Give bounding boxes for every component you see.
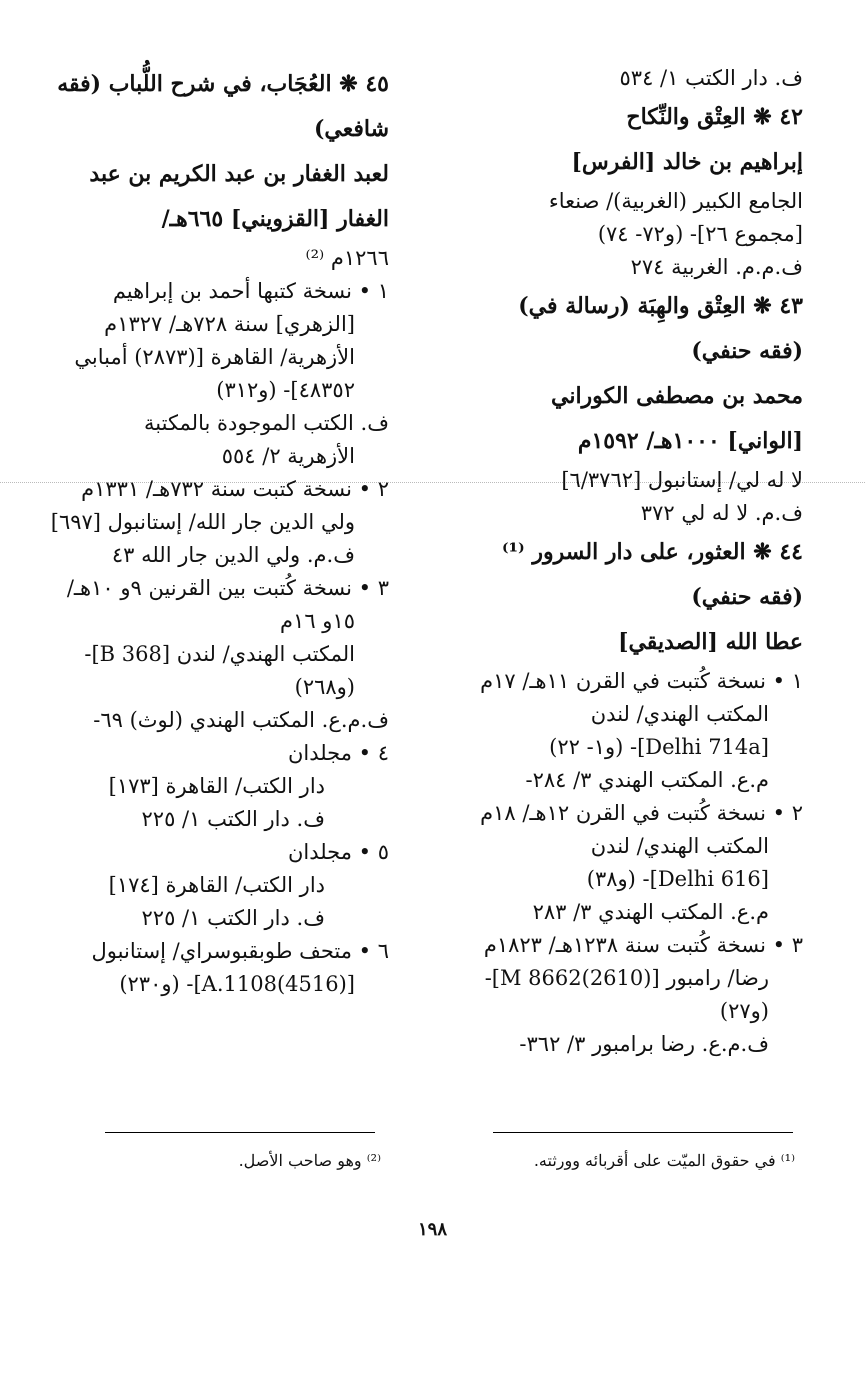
- manuscript-item: ١ • نسخة كُتبت في القرن ١١هـ/ ١٧م: [480, 669, 803, 693]
- author-line: عطا الله [الصديقي]: [618, 629, 803, 655]
- text-line: الأزهرية ٢/ ٥٥٤: [221, 444, 355, 468]
- entry-heading-42: ٤٢ ❋ العِتْق والنِّكاح: [626, 104, 803, 130]
- text-line: ٤٨٣٥٢]- (و٣١٢): [216, 378, 355, 402]
- subject-line: (فقه حنفي): [691, 584, 803, 610]
- text-line: ف.م. ولي الدين جار الله ٤٣: [111, 543, 355, 567]
- text-line: ف.م.ع. رضا برامبور ٣/ ٣٦٢-: [519, 1032, 769, 1056]
- footnote-2: ⁽²⁾ وهو صاحب الأصل.: [238, 1151, 381, 1170]
- text-line: دار الكتب/ القاهرة [١٧٣]: [108, 774, 325, 798]
- manuscript-item: ٢ • نسخة كتبت سنة ٧٣٢هـ/ ١٣٣١م: [81, 477, 389, 501]
- text-line: رضا/ رامبور [M 8662(2610)]-: [484, 966, 769, 990]
- manuscript-item: ٣ • نسخة كُتبت بين القرنين ٩و ١٠هـ/: [66, 576, 389, 600]
- text-line: دار الكتب/ القاهرة [١٧٤]: [108, 873, 325, 897]
- page-number: ١٩٨: [417, 1219, 447, 1240]
- entry-heading-45: ٤٥ ❋ العُجَاب، في شرح اللُّباب (فقه: [57, 71, 389, 97]
- text-line: ١٥و ١٦م: [280, 609, 355, 633]
- text-line: (و٢٧): [719, 999, 769, 1023]
- text-line: المكتب الهندي/ لندن [B 368]-: [84, 642, 355, 666]
- footnote-rule-left: [105, 1132, 375, 1133]
- manuscript-item: ٤ • مجلدان: [287, 741, 389, 765]
- author-line: [الواني] ١٠٠٠هـ/ ١٥٩٢م: [577, 428, 803, 454]
- text-line: ١٢٦٦م ⁽²⁾: [305, 246, 389, 270]
- text-line: ف. الكتب الموجودة بالمكتبة: [144, 411, 389, 435]
- subject-line: شافعي): [313, 116, 389, 142]
- text-line: [مجموع ٢٦]- (و٧٢- ٧٤): [597, 222, 803, 246]
- subject-line: (فقه حنفي): [691, 338, 803, 364]
- manuscript-item: ٢ • نسخة كُتبت في القرن ١٢هـ/ ١٨م: [480, 801, 803, 825]
- text-line: م.ع. المكتب الهندي ٣/ ٢٨٣: [532, 900, 769, 924]
- text-line: الجامع الكبير (الغربية)/ صنعاء: [548, 189, 803, 213]
- entry-heading-43: ٤٣ ❋ العِتْق والهِبَة (رسالة في): [518, 293, 803, 319]
- author-line: إبراهيم بن خالد [الفرس]: [571, 149, 803, 175]
- author-line: لعبد الغفار بن عبد الكريم بن عبد: [89, 161, 389, 187]
- text-line: المكتب الهندي/ لندن: [590, 834, 769, 858]
- manuscript-item: ١ • نسخة كتبها أحمد بن إبراهيم: [112, 279, 389, 303]
- manuscript-item: ٦ • متحف طوبقبوسراي/ إستانبول: [91, 939, 389, 963]
- text-line: م.ع. المكتب الهندي ٣/ ٢٨٤-: [525, 768, 769, 792]
- entry-heading-44: ٤٤ ❋ العثور، على دار السرور ⁽¹⁾: [501, 539, 803, 565]
- text-line: ف.م.ع. المكتب الهندي (لوث) ٦٩-: [93, 708, 389, 732]
- text-line: [A.1108(4516)]- (و٢٣٠): [119, 972, 355, 996]
- author-line: الغفار [القزويني] ٦٦٥هـ/: [161, 206, 389, 232]
- text-line: الأزهرية/ القاهرة [(٢٨٧٣) أمبابي: [74, 345, 355, 369]
- text-line: ف.م.م. الغربية ٢٧٤: [630, 255, 803, 279]
- author-line: محمد بن مصطفى الكوراني: [550, 383, 803, 409]
- text-line: ف.م. لا له لي ٣٧٢: [640, 501, 803, 525]
- footnote-rule-right: [493, 1132, 793, 1133]
- text-line: (و٢٦٨): [294, 675, 355, 699]
- text-line: ف. دار الكتب ١/ ٢٢٥: [141, 906, 325, 930]
- text-line: ف. دار الكتب ١/ ٢٢٥: [141, 807, 325, 831]
- text-line: لا له لي/ إستانبول [٦/٣٧٦٢]: [561, 468, 803, 492]
- text-line: ولي الدين جار الله/ إستانبول [٦٩٧]: [50, 510, 355, 534]
- text-line: [Delhi 616]- (و٣٨): [586, 867, 769, 891]
- manuscript-item: ٥ • مجلدان: [287, 840, 389, 864]
- text-line: المكتب الهندي/ لندن: [590, 702, 769, 726]
- left-column: [50, 62, 389, 1001]
- text-line: ف. دار الكتب ١/ ٥٣٤: [619, 66, 803, 90]
- right-column: [473, 62, 803, 1061]
- footnote-1: ⁽¹⁾ في حقوق الميّت على أقربائه وورثته.: [533, 1151, 795, 1170]
- manuscript-item: ٣ • نسخة كُتبت سنة ١٢٣٨هـ/ ١٨٢٣م: [483, 933, 803, 957]
- text-line: [Delhi 714a]- (و١- ٢٢): [549, 735, 769, 759]
- text-line: [الزهري] سنة ٧٢٨هـ/ ١٣٢٧م: [104, 312, 355, 336]
